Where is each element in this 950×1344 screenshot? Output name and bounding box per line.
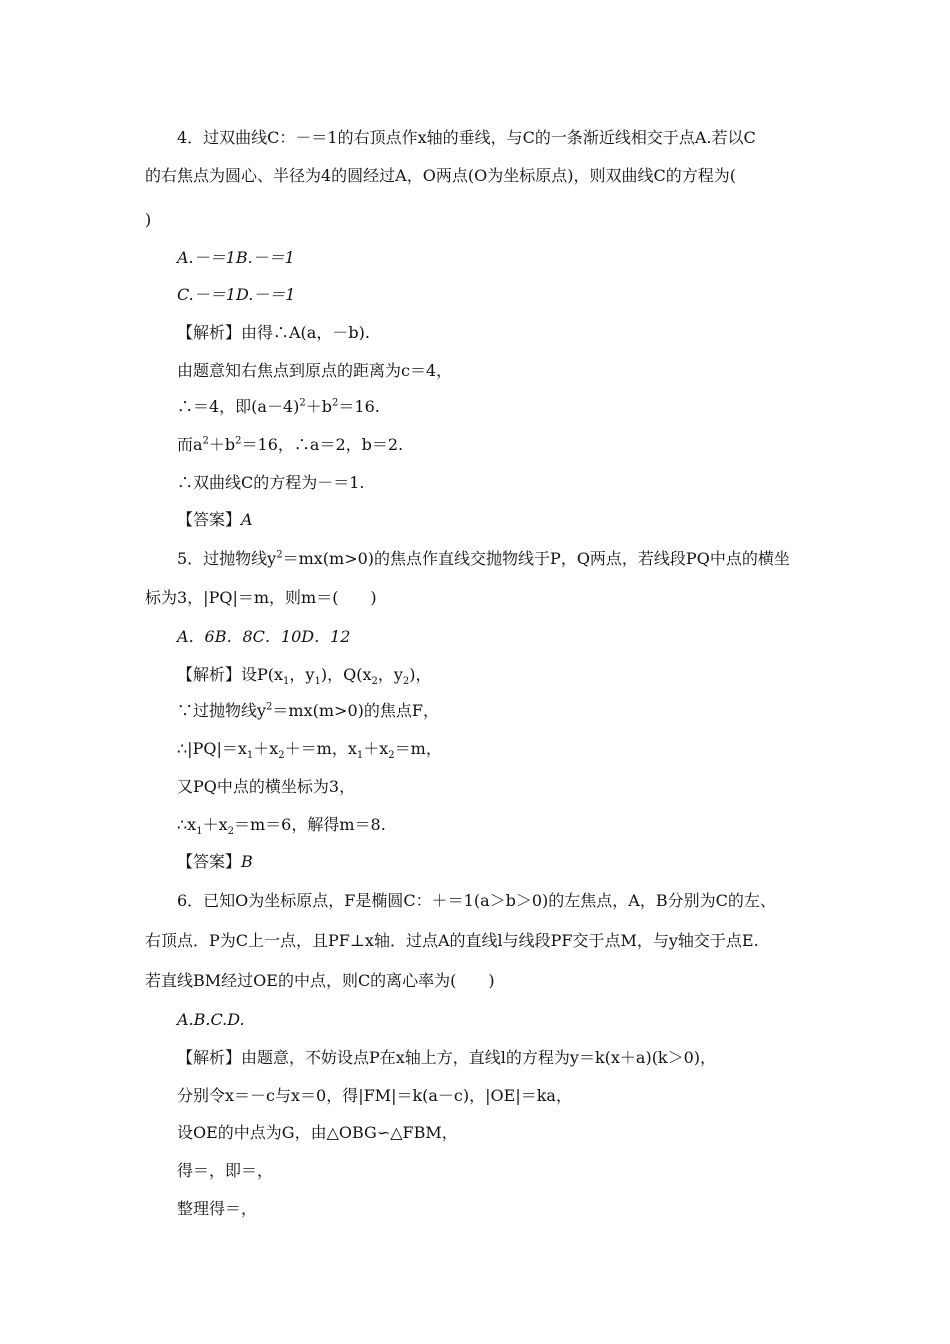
q4-solution-line-3: ∴＝4，即$(a-4)^2+b^2=16$.	[177, 397, 380, 416]
q6-options: A.B.C.D.	[177, 1010, 245, 1029]
q4-options-line-1: A.－＝1B.－＝1	[177, 248, 295, 267]
q5-solution-line-1: 【解析】设$P(x_1$，$y_1$)，$Q(x_2$，$y_2$)，	[177, 665, 432, 688]
q5-solution-line-3: $\therefore|PQ|=x_1+x_2+=m$，$x_1+x_2=m$，	[177, 739, 442, 762]
q4-solution-line-4: 而$a^2+b^2=16$，∴a＝2，b＝2.	[177, 435, 404, 454]
q6-stem-line-3: 若直线BM经过OE的中点，则C的离心率为( )	[145, 971, 495, 990]
q6-stem-line-2: 右顶点．P为C上一点，且PF⊥x轴．过点A的直线l与线段PF交于点M，与y轴交于点E.	[145, 931, 759, 950]
q4-options-line-2: C.－＝1D.－＝1	[177, 285, 296, 304]
q4-solution-line-1: 【解析】由得∴A(a，－b).	[177, 323, 370, 342]
q6-stem-line-1: 6．已知O为坐标原点，F是椭圆C：＋＝1(a＞b＞0)的左焦点，A，B分别为C的左、	[177, 891, 776, 910]
q6-solution-line-4: 得＝，即＝，	[177, 1161, 274, 1180]
q4-answer: 【答案】A	[177, 510, 253, 529]
q4-solution-line-5: ∴双曲线C的方程为－＝1.	[177, 473, 365, 492]
q5-options: A．6B．8C．10D．12	[177, 627, 351, 646]
q6-solution-line-2: 分别令x＝－c与x＝0，得|FM|＝k(a－c)，|OE|＝ka，	[177, 1086, 572, 1105]
q4-stem-line-1: 4．过双曲线C：－＝1的右顶点作x轴的垂线，与C的一条渐近线相交于点A.若以C	[177, 128, 756, 147]
q4-solution-line-2: 由题意知右焦点到原点的距离为c＝4，	[177, 361, 453, 380]
q6-solution-line-3: 设OE的中点为G，由△OBG∽△FBM，	[177, 1123, 458, 1142]
q6-solution-line-1: 【解析】由题意，不妨设点P在x轴上方，直线l的方程为y＝k(x＋a)(k＞0)，	[177, 1048, 717, 1067]
q5-solution-line-5: $\therefore x_1+x_2=m=6$，解得m＝8.	[177, 815, 386, 838]
q6-solution-line-5: 整理得＝，	[177, 1199, 258, 1218]
q4-stem-line-3: )	[145, 210, 152, 229]
q5-solution-line-2: ∵过抛物线$y^2=mx(m>0)$的焦点F，	[177, 701, 439, 720]
q5-stem-line-1: 5．过抛物线$y^2=mx(m>0)$的焦点作直线交抛物线于P，Q两点，若线段PQ中点的横坐	[177, 549, 790, 568]
q4-stem-line-2: 的右焦点为圆心、半径为4的圆经过A，O两点(O为坐标原点)，则双曲线C的方程为(	[145, 166, 736, 185]
q5-answer: 【答案】B	[177, 852, 253, 871]
q5-stem-line-2: 标为3，|PQ|＝m，则m＝( )	[145, 588, 377, 607]
q5-solution-line-4: 又PQ中点的横坐标为3，	[177, 777, 356, 796]
